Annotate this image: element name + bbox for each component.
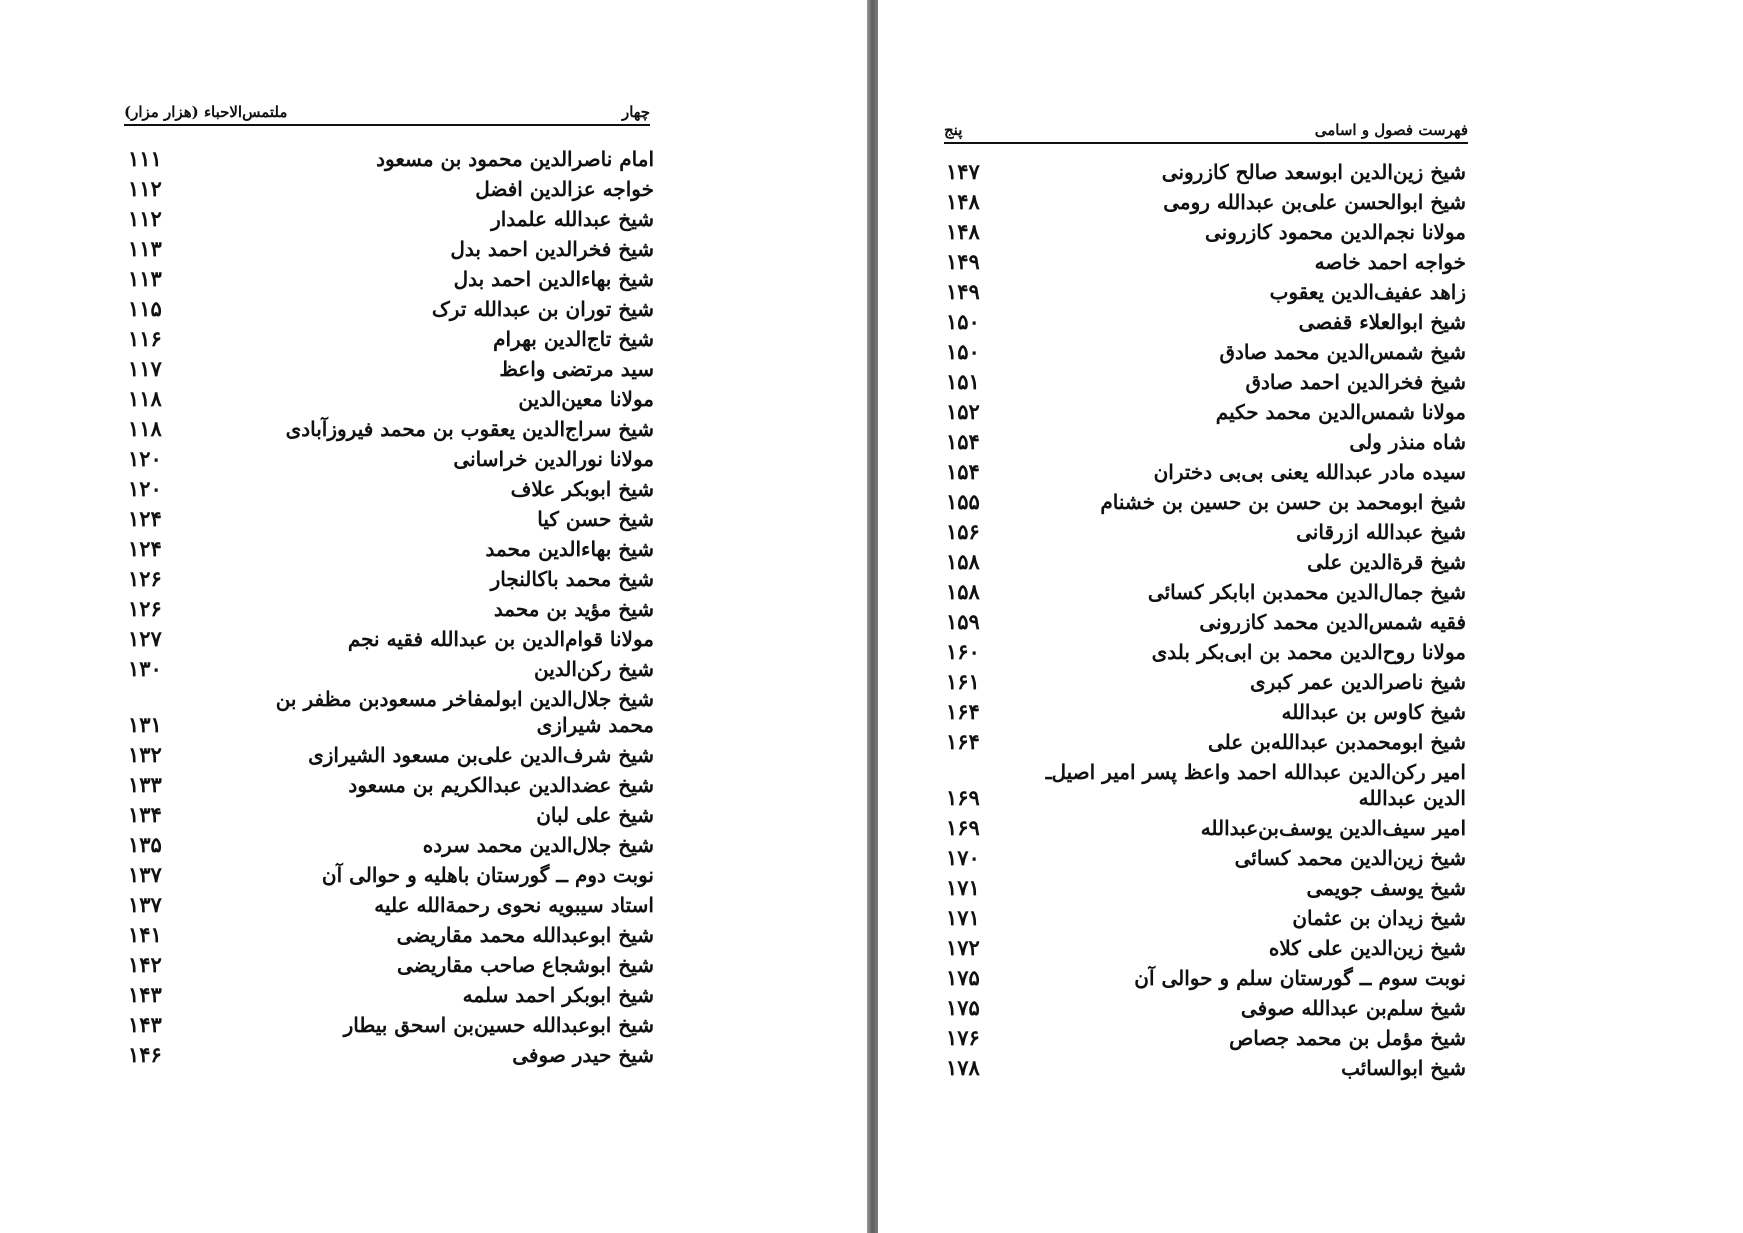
toc-entry	[128, 234, 654, 264]
toc-entry-page-number: ۱۵۹	[946, 609, 980, 634]
toc-entry	[128, 534, 654, 564]
left-page-header	[124, 96, 650, 126]
toc-entry	[946, 187, 1466, 217]
toc-entry	[128, 830, 654, 860]
toc-entry-name: شیخ عبدالله علمدار	[491, 207, 654, 231]
toc-entry-name: شیخ تاج‌الدین بهرام	[493, 327, 654, 351]
toc-entry-page-number: ۱۱۸	[128, 416, 162, 441]
toc-entry-page-number: ۱۵۲	[946, 399, 980, 424]
toc-entry-name: شیخ مؤید بن محمد	[493, 597, 654, 621]
toc-entry	[946, 933, 1466, 963]
toc-entry	[128, 890, 654, 920]
toc-entry-name: مولانا شمس‌الدین محمد حکیم	[1215, 400, 1466, 424]
toc-entry	[128, 504, 654, 534]
toc-entry-name: شیخ یوسف جویمی	[1306, 876, 1466, 900]
toc-entry-name: شیخ عضدالدین عبدالکریم بن مسعود	[348, 773, 654, 797]
toc-entry-page-number: ۱۵۰	[946, 339, 980, 364]
toc-entry-page-number: ۱۵۵	[946, 489, 980, 514]
toc-entry-page-number: ۱۱۲	[128, 176, 162, 201]
toc-entry-page-number: ۱۵۸	[946, 549, 980, 574]
toc-entry-name: سید مرتضی واعظ	[499, 357, 654, 381]
toc-entry-page-number: ۱۱۵	[128, 296, 162, 321]
toc-entry	[128, 800, 654, 830]
toc-entry-name: امیر رکن‌الدین عبدالله احمد واعظ پسر امیر اصیل‌ـ الدین عبدالله	[1045, 760, 1466, 810]
toc-entry-page-number: ۱۲۴	[128, 506, 162, 531]
toc-entry	[946, 427, 1466, 457]
toc-entry	[128, 624, 654, 654]
toc-entry-name: شیخ زیدان بن عثمان	[1292, 906, 1466, 930]
toc-entry-page-number: ۱۵۶	[946, 519, 980, 544]
toc-entry-name: شیخ مؤمل بن محمد جصاص	[1229, 1026, 1466, 1050]
toc-entry-page-number: ۱۳۰	[128, 656, 162, 681]
toc-entry	[128, 594, 654, 624]
toc-entry	[946, 457, 1466, 487]
toc-entry-page-number: ۱۴۶	[128, 1042, 162, 1067]
toc-entry	[946, 337, 1466, 367]
toc-entry-page-number: ۱۱۳	[128, 266, 162, 291]
toc-entry-page-number: ۱۱۷	[128, 356, 162, 381]
toc-entry-name: شیخ زین‌الدین محمد کسائی	[1234, 846, 1466, 870]
toc-entry-page-number: ۱۳۵	[128, 832, 162, 857]
toc-entry	[946, 727, 1466, 757]
toc-entry-page-number: ۱۳۷	[128, 892, 162, 917]
toc-entry-page-number: ۱۱۸	[128, 386, 162, 411]
toc-entry	[128, 384, 654, 414]
right-page-header	[944, 114, 1468, 144]
toc-entry	[128, 144, 654, 174]
toc-entry-name: خواجه احمد خاصه	[1314, 250, 1466, 274]
toc-entry-name: شیخ ناصرالدین عمر کبری	[1250, 670, 1466, 694]
toc-entry-name: شیخ عبدالله ازرقانی	[1296, 520, 1466, 544]
toc-entry	[946, 487, 1466, 517]
toc-entry	[946, 637, 1466, 667]
toc-entry	[946, 517, 1466, 547]
toc-entry-page-number: ۱۷۵	[946, 995, 980, 1020]
right-header-title: فهرست فصول و اسامی	[1314, 121, 1468, 139]
toc-entry-name: امام ناصرالدین محمود بن مسعود	[376, 147, 654, 171]
toc-entry	[128, 740, 654, 770]
toc-entry-page-number: ۱۲۷	[128, 626, 162, 651]
toc-entry-page-number: ۱۷۰	[946, 845, 980, 870]
toc-entry	[946, 157, 1466, 187]
toc-entry	[128, 294, 654, 324]
toc-entry	[128, 684, 654, 740]
toc-entry-name: فقیه شمس‌الدین محمد کازرونی	[1199, 610, 1466, 634]
toc-entry-name: شیخ جمال‌الدین محمدبن ابابکر کسائی	[1147, 580, 1466, 604]
toc-entry-name: شیخ ابومحمدبن عبدالله‌بن علی	[1208, 730, 1466, 754]
toc-entry-page-number: ۱۴۸	[946, 189, 980, 214]
toc-entry	[128, 474, 654, 504]
toc-entry-name: شیخ جلال‌الدین محمد سرده	[422, 833, 654, 857]
toc-entry-name: نوبت دوم ــ گورستان باهلیه و حوالی آن	[321, 863, 654, 887]
toc-entry-name: شیخ سراج‌الدین یعقوب بن محمد فیروزآبادی	[285, 417, 654, 441]
toc-entry-name: شیخ شرف‌الدین علی‌بن مسعود الشیرازی	[308, 743, 654, 767]
toc-entry-page-number: ۱۱۱	[128, 146, 162, 171]
toc-entry-name: نوبت سوم ــ گورستان سلم و حوالی آن	[1134, 966, 1466, 990]
toc-entry	[128, 1010, 654, 1040]
toc-entry-page-number: ۱۷۱	[946, 905, 980, 930]
toc-entry-page-number: ۱۲۴	[128, 536, 162, 561]
toc-entry-page-number: ۱۲۰	[128, 476, 162, 501]
toc-entry	[946, 903, 1466, 933]
toc-entry-page-number: ۱۷۵	[946, 965, 980, 990]
toc-entry	[128, 860, 654, 890]
toc-entry	[946, 813, 1466, 843]
left-header-title: ملتمس‌الاحباء (هزار مزار)	[124, 103, 288, 121]
toc-entry-page-number: ۱۵۰	[946, 309, 980, 334]
toc-entry	[946, 607, 1466, 637]
toc-entry	[946, 397, 1466, 427]
toc-entry-name: شیخ فخرالدین احمد صادق	[1245, 370, 1466, 394]
toc-entry	[946, 577, 1466, 607]
toc-entry-page-number: ۱۲۶	[128, 596, 162, 621]
toc-entry-page-number: ۱۶۴	[946, 699, 980, 724]
toc-entry-page-number: ۱۶۰	[946, 639, 980, 664]
toc-entry-name: شیخ جلال‌الدین ابولمفاخر مسعودبن مظفر بن محمد شیرازی	[275, 687, 654, 737]
toc-entry-name: شیخ ابوبکر علاف	[510, 477, 654, 501]
toc-entry-name: مولانا نورالدین خراسانی	[453, 447, 654, 471]
toc-entry-name: شیخ سلم‌بن عبدالله صوفی	[1240, 996, 1466, 1020]
toc-entry-page-number: ۱۲۶	[128, 566, 162, 591]
toc-entry	[128, 770, 654, 800]
toc-entry-name: شیخ ابوعبدالله محمد مقاریضی	[396, 923, 654, 947]
toc-entry	[128, 354, 654, 384]
toc-entry	[946, 697, 1466, 727]
toc-entry	[946, 667, 1466, 697]
toc-entry-name: شیخ رکن‌الدین	[533, 657, 654, 681]
toc-entry	[946, 217, 1466, 247]
toc-entry	[946, 1023, 1466, 1053]
toc-entry-page-number: ۱۲۰	[128, 446, 162, 471]
toc-entry-name: شیخ حیدر صوفی	[512, 1043, 654, 1067]
toc-entry-page-number: ۱۵۴	[946, 459, 980, 484]
toc-entry-page-number: ۱۴۳	[128, 1012, 162, 1037]
toc-entry	[946, 757, 1466, 813]
toc-entry	[946, 993, 1466, 1023]
toc-entry-name: شیخ ابوبکر احمد سلمه	[462, 983, 654, 1007]
toc-entry-name: مولانا روح‌الدین محمد بن ابی‌بکر بلدی	[1151, 640, 1466, 664]
toc-entry-page-number: ۱۳۳	[128, 772, 162, 797]
toc-entry-name: شیخ ابوالحسن علی‌بن عبدالله رومی	[1163, 190, 1466, 214]
toc-entry-page-number: ۱۴۸	[946, 219, 980, 244]
toc-entry-name: شیخ ابوالعلاء قفصی	[1298, 310, 1466, 334]
book-gutter	[867, 0, 878, 1233]
left-header-page-label: چهار	[621, 103, 650, 121]
toc-entry-page-number: ۱۷۱	[946, 875, 980, 900]
toc-entry-name: شیخ توران بن عبدالله ترک	[431, 297, 654, 321]
right-header-page-label: پنج	[944, 121, 963, 139]
right-page	[878, 0, 1743, 1233]
toc-entry-name: شیخ کاوس بن عبدالله	[1281, 700, 1466, 724]
toc-entry-name: استاد سیبویه نحوی رحمةالله علیه	[374, 893, 654, 917]
toc-entry-name: شیخ زین‌الدین علی کلاه	[1268, 936, 1466, 960]
left-toc-list	[128, 144, 654, 1070]
toc-entry-page-number: ۱۴۷	[946, 159, 980, 184]
toc-entry	[128, 174, 654, 204]
toc-entry-page-number: ۱۶۴	[946, 729, 980, 754]
toc-entry	[946, 307, 1466, 337]
toc-entry	[946, 963, 1466, 993]
toc-entry-name: شیخ بهاءالدین احمد بدل	[453, 267, 654, 291]
toc-entry-page-number: ۱۷۲	[946, 935, 980, 960]
toc-entry-name: شیخ ابوالسائب	[1341, 1056, 1466, 1080]
toc-entry-page-number: ۱۵۴	[946, 429, 980, 454]
right-toc-list	[946, 157, 1466, 1083]
toc-entry-name: شیخ بهاءالدین محمد	[485, 537, 654, 561]
toc-entry-name: زاهد عفیف‌الدین یعقوب	[1269, 280, 1466, 304]
toc-entry	[946, 547, 1466, 577]
left-page	[0, 0, 867, 1233]
toc-entry-page-number: ۱۳۷	[128, 862, 162, 887]
toc-entry	[128, 324, 654, 354]
toc-entry-name: شیخ ابومحمد بن حسن بن حسین بن خشنام	[1100, 490, 1466, 514]
toc-entry	[946, 1053, 1466, 1083]
toc-entry-page-number: ۱۴۲	[128, 952, 162, 977]
toc-entry-name: شیخ محمد باکالنجار	[490, 567, 654, 591]
toc-entry	[128, 414, 654, 444]
toc-entry	[946, 277, 1466, 307]
toc-entry	[128, 950, 654, 980]
toc-entry	[128, 1040, 654, 1070]
toc-entry-page-number: ۱۱۳	[128, 236, 162, 261]
toc-entry-page-number: ۱۳۴	[128, 802, 162, 827]
toc-entry	[128, 920, 654, 950]
toc-entry	[128, 654, 654, 684]
toc-entry-page-number: ۱۳۱	[128, 712, 162, 737]
toc-entry-page-number: ۱۶۱	[946, 669, 980, 694]
toc-entry-name: شیخ ابوعبدالله حسین‌بن اسحق بیطار	[343, 1013, 654, 1037]
toc-entry-page-number: ۱۷۶	[946, 1025, 980, 1050]
toc-entry-name: سیده مادر عبدالله یعنی بی‌بی دختران	[1153, 460, 1466, 484]
toc-entry-page-number: ۱۳۲	[128, 742, 162, 767]
toc-entry-page-number: ۱۱۶	[128, 326, 162, 351]
toc-entry-name: شیخ ابوشجاع صاحب مقاریضی	[397, 953, 654, 977]
toc-entry	[128, 444, 654, 474]
toc-entry-name: شیخ قرةالدین علی	[1307, 550, 1466, 574]
toc-entry-name: مولانا معین‌الدین	[518, 387, 654, 411]
toc-entry	[946, 843, 1466, 873]
toc-entry	[946, 367, 1466, 397]
toc-entry	[128, 204, 654, 234]
toc-entry	[128, 980, 654, 1010]
toc-entry-name: شیخ حسن کیا	[537, 507, 654, 531]
toc-entry-page-number: ۱۴۹	[946, 249, 980, 274]
toc-entry-page-number: ۱۴۱	[128, 922, 162, 947]
toc-entry-page-number: ۱۶۹	[946, 815, 980, 840]
toc-entry-name: شیخ فخرالدین احمد بدل	[450, 237, 654, 261]
toc-entry-page-number: ۱۴۳	[128, 982, 162, 1007]
toc-entry-name: خواجه عزالدین افضل	[475, 177, 654, 201]
toc-entry-name: شاه منذر ولی	[1349, 430, 1466, 454]
toc-entry-page-number: ۱۵۱	[946, 369, 980, 394]
toc-entry-page-number: ۱۶۹	[946, 785, 980, 810]
toc-entry	[946, 873, 1466, 903]
toc-entry-name: مولانا نجم‌الدین محمود کازرونی	[1205, 220, 1466, 244]
toc-entry-page-number: ۱۴۹	[946, 279, 980, 304]
toc-entry-page-number: ۱۵۸	[946, 579, 980, 604]
toc-entry-name: مولانا قوام‌الدین بن عبدالله فقیه نجم	[347, 627, 654, 651]
toc-entry-name: شیخ زین‌الدین ابوسعد صالح کازرونی	[1161, 160, 1466, 184]
toc-entry-name: شیخ شمس‌الدین محمد صادق	[1219, 340, 1466, 364]
toc-entry	[946, 247, 1466, 277]
toc-entry-page-number: ۱۱۲	[128, 206, 162, 231]
toc-entry	[128, 564, 654, 594]
toc-entry-name: امیر سیف‌الدین یوسف‌بن‌عبدالله	[1200, 816, 1466, 840]
toc-entry-name: شیخ علی لبان	[536, 803, 654, 827]
toc-entry-page-number: ۱۷۸	[946, 1055, 980, 1080]
toc-entry	[128, 264, 654, 294]
